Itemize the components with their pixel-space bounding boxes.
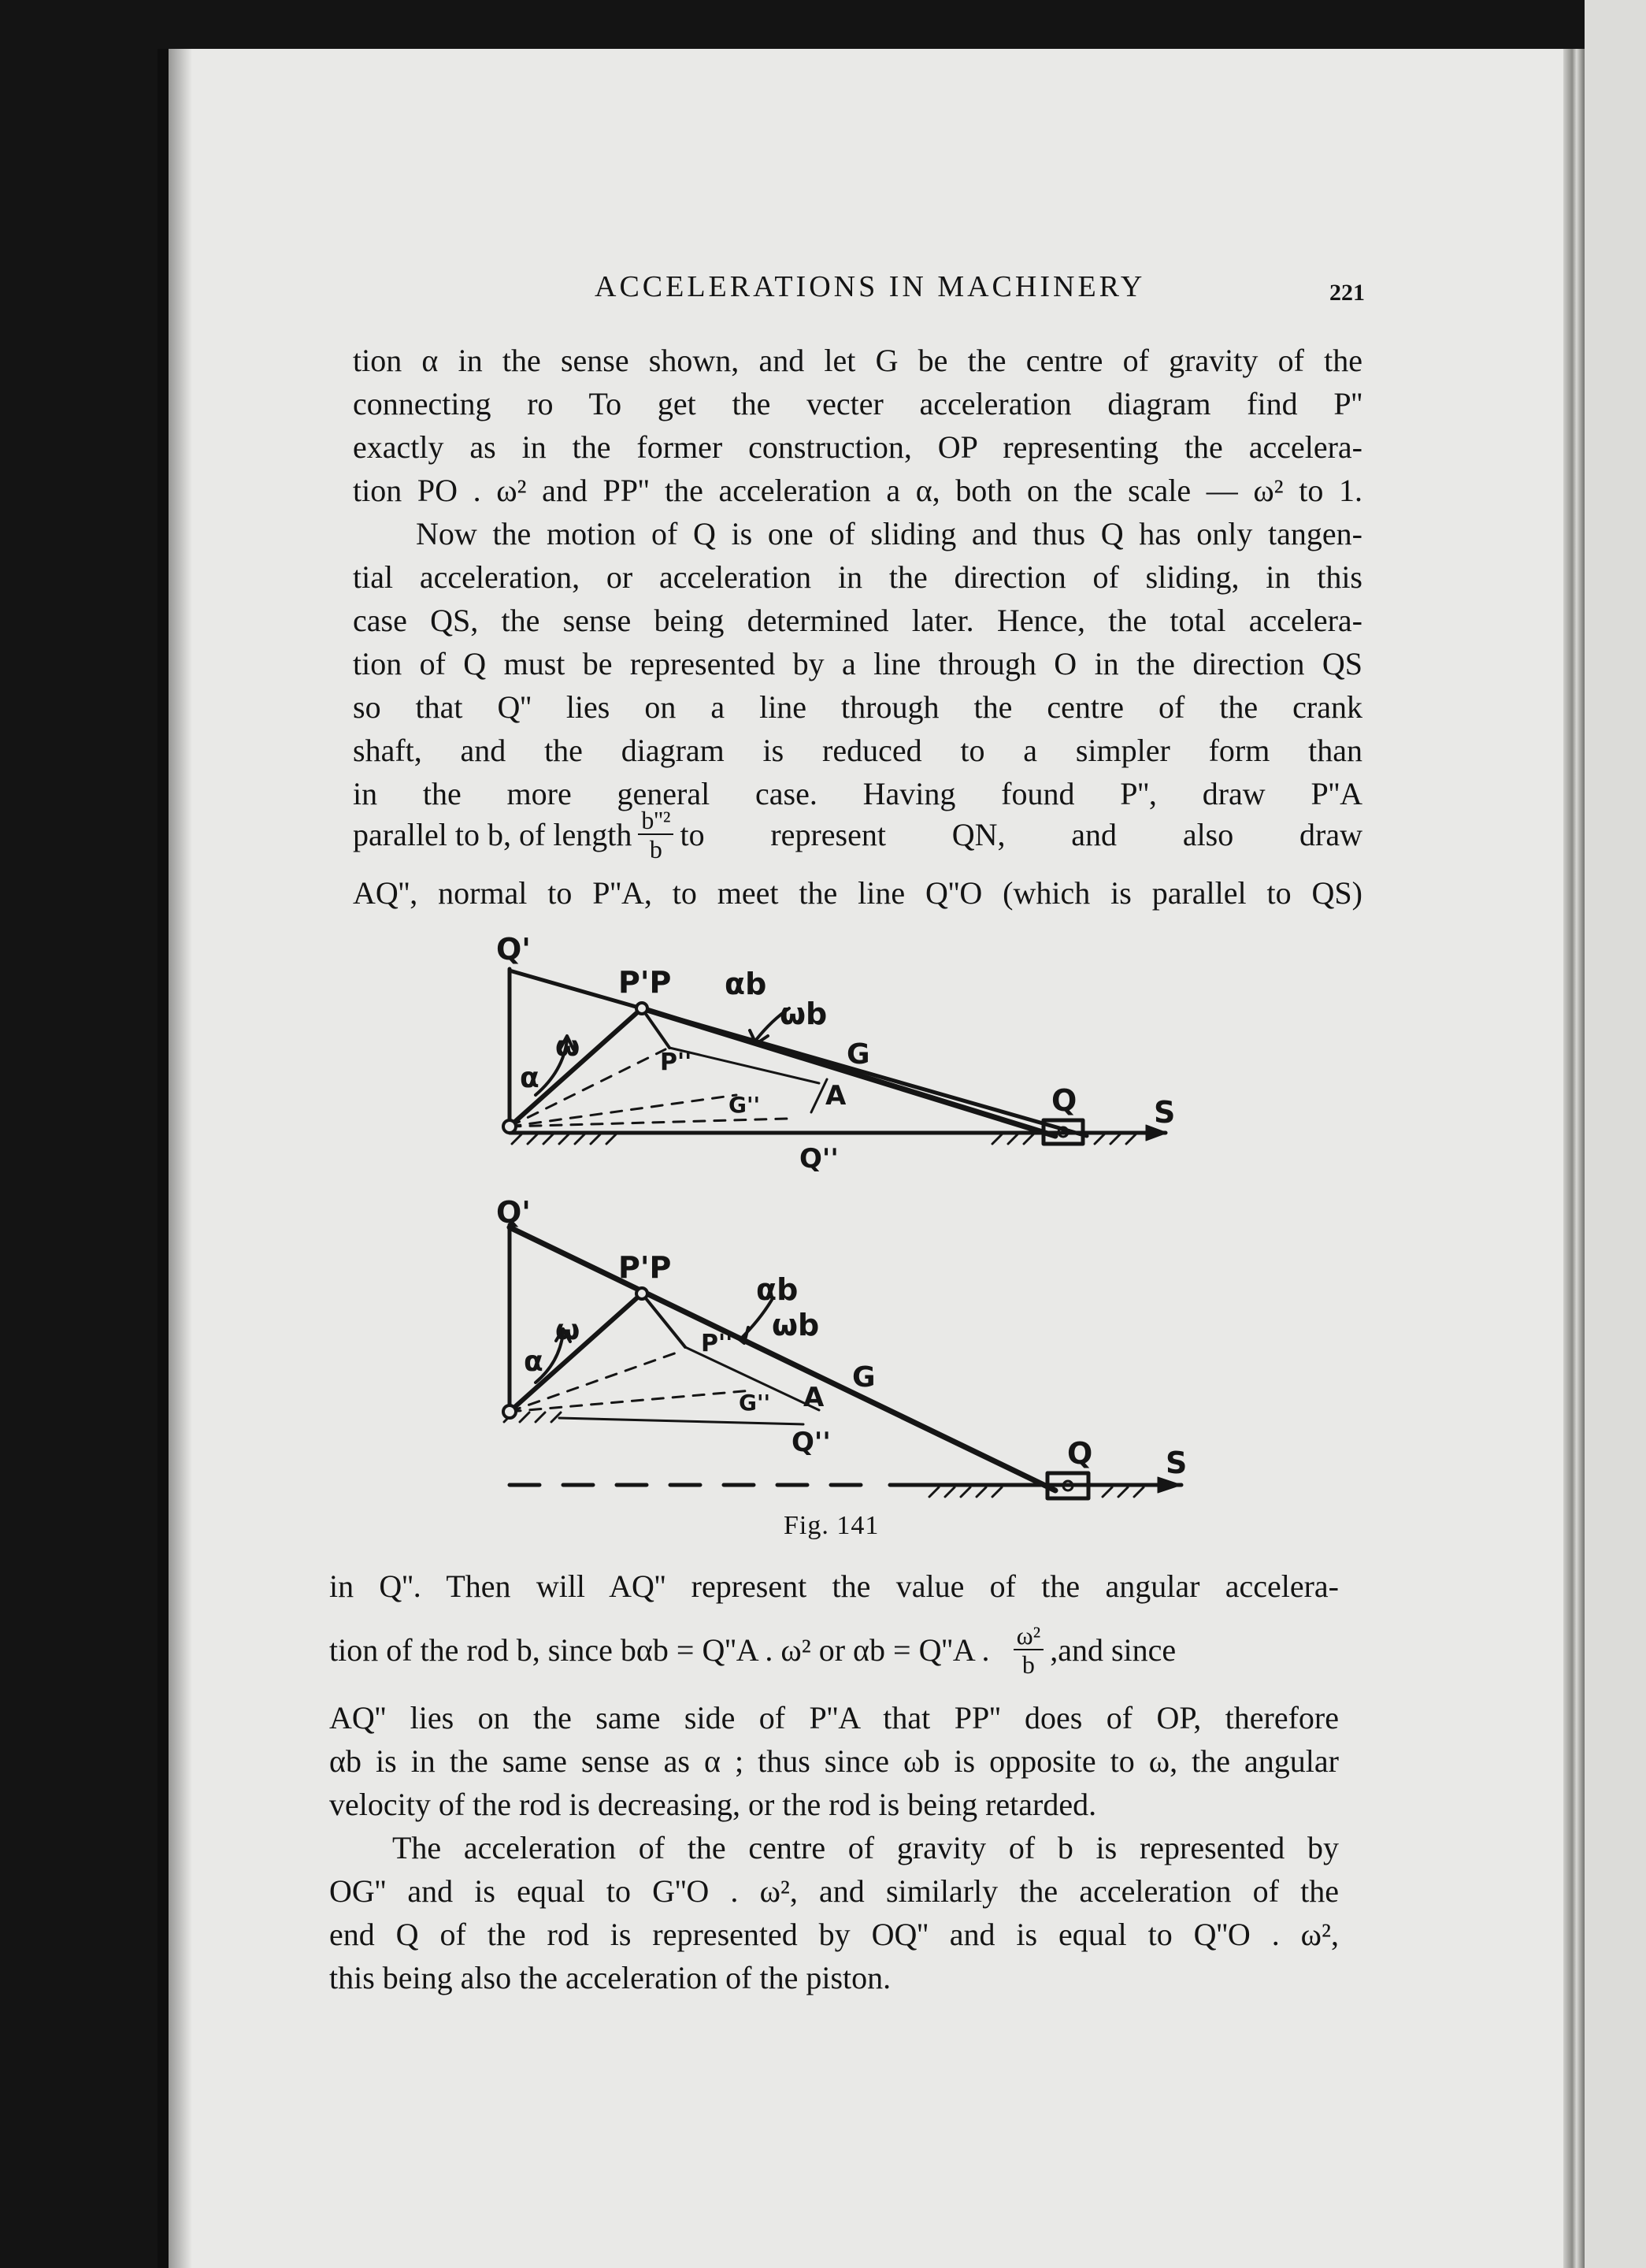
line-horizontal <box>559 1418 803 1424</box>
label-q: Q <box>1067 1436 1093 1471</box>
fraction-line <box>353 796 1362 874</box>
text-line: tial acceleration, or acceleration in the direction of sliding, in this <box>353 559 1362 595</box>
label-qprime: Q' <box>496 932 531 967</box>
fraction-line-before: parallel to b, of length <box>353 817 632 852</box>
line-qprime-q <box>510 971 1087 1136</box>
line-qprime-q <box>510 1227 1055 1490</box>
top-diagram <box>496 932 1175 1175</box>
text-line: The acceleration of the centre of gravity of b is represented by <box>392 1830 1339 1865</box>
label-ppp: P'' <box>660 1049 692 1076</box>
joint-p <box>636 1288 647 1299</box>
label-alpha: α <box>524 1346 543 1378</box>
text-line: in Q''. Then will AQ'' represent the value of the angular accelera- <box>329 1568 1339 1604</box>
label-qprime: Q' <box>496 1195 531 1230</box>
label-a: A <box>803 1382 825 1413</box>
text-line: AQ'' lies on the same side of P''A that PP'' does of OP, therefore <box>329 1700 1339 1735</box>
text-line: tion of Q must be represented by a line through O in the direction QS <box>353 646 1362 681</box>
label-omega-b: ωb <box>772 1308 820 1342</box>
text-before-fraction: tion of the rod b, since bαb = Q''A . ω² or αb = Q''A . <box>329 1632 990 1668</box>
label-omega: ω <box>555 1030 580 1063</box>
running-head: ACCELERATIONS IN MACHINERY <box>595 270 1146 303</box>
text-line: shaft, and the diagram is reduced to a simpler form than <box>353 733 1362 768</box>
text-line: tion α in the sense shown, and let G be the centre of gravity of the <box>353 343 1362 378</box>
text-line: so that Q'' lies on a line through the centre of the crank <box>353 689 1362 725</box>
label-omega-b: ωb <box>780 997 828 1031</box>
label-a: A <box>825 1080 847 1112</box>
text-line: connecting ro To get the vecter acceleration diagram find P'' <box>353 386 1362 421</box>
text-line: αb is in the same sense as α ; thus since ωb is opposite to ω, the angular <box>329 1743 1339 1779</box>
fraction-numerator: b''² <box>638 807 673 835</box>
fraction <box>638 807 673 863</box>
text-after-fraction: ,and since <box>1050 1632 1177 1668</box>
label-s: S <box>1166 1446 1188 1480</box>
label-alpha-b: αb <box>725 967 767 1001</box>
text-line: velocity of the rod is decreasing, or the rod is being retarded. <box>329 1787 1097 1822</box>
text-line: AQ'', normal to P''A, to meet the line Q''O (which is parallel to QS) <box>353 875 1362 911</box>
label-ppp: P'' <box>701 1330 733 1357</box>
bottom-diagram <box>496 1195 1187 1498</box>
text-line: case QS, the sense being determined later. Hence, the total accelera- <box>353 603 1362 638</box>
label-omega: ω <box>555 1314 580 1346</box>
figure-caption: Fig. 141 <box>784 1511 880 1540</box>
dashed-line <box>510 1390 752 1412</box>
label-ptp: P'P <box>618 965 672 1000</box>
page-edge <box>1563 49 1585 2268</box>
label-alpha-b: αb <box>756 1272 799 1307</box>
text-line: tion PO . ω² and PP'' the acceleration a α, both on the scale — ω² to 1. <box>353 473 1362 508</box>
label-q: Q <box>1051 1083 1077 1118</box>
joint-p <box>636 1003 647 1014</box>
connecting-rod <box>642 1008 1055 1136</box>
label-g: G <box>852 1361 876 1394</box>
label-g: G <box>847 1038 870 1071</box>
text-line: OG'' and is equal to G''O . ω², and similarly the acceleration of the <box>329 1873 1339 1909</box>
fraction-denominator: b <box>649 835 662 863</box>
fraction-denominator: b <box>1021 1650 1035 1679</box>
pivot-o <box>503 1405 516 1418</box>
label-s: S <box>1154 1095 1176 1130</box>
text-line: this being also the acceleration of the piston. <box>329 1960 892 1995</box>
text-line: in the more general case. Having found P'', draw P''A <box>353 776 1362 811</box>
page-number: 221 <box>1329 280 1365 306</box>
label-gpp: G'' <box>739 1390 771 1416</box>
label-gpp: G'' <box>728 1092 761 1118</box>
scanner-margin <box>1585 0 1646 2268</box>
label-ptp: P'P <box>618 1250 672 1285</box>
fraction-numerator: ω² <box>1014 1622 1044 1650</box>
fraction-line-after: to represent QN, and also draw <box>680 817 1362 852</box>
text-line: end Q of the rod is represented by OQ'' and is equal to Q''O . ω², <box>329 1917 1339 1952</box>
fraction <box>1014 1622 1044 1679</box>
figure-141-diagram <box>488 930 1213 1505</box>
pivot-o <box>503 1120 516 1133</box>
fraction-line <box>329 1607 1339 1694</box>
label-alpha: α <box>520 1062 539 1094</box>
label-qpp: Q'' <box>791 1427 831 1458</box>
text-line: Now the motion of Q is one of sliding and thus Q has only tangen- <box>416 516 1362 551</box>
gutter-shadow <box>169 49 192 2268</box>
text-line: exactly as in the former construction, OP representing the accelera- <box>353 429 1362 465</box>
label-qpp: Q'' <box>799 1143 839 1175</box>
